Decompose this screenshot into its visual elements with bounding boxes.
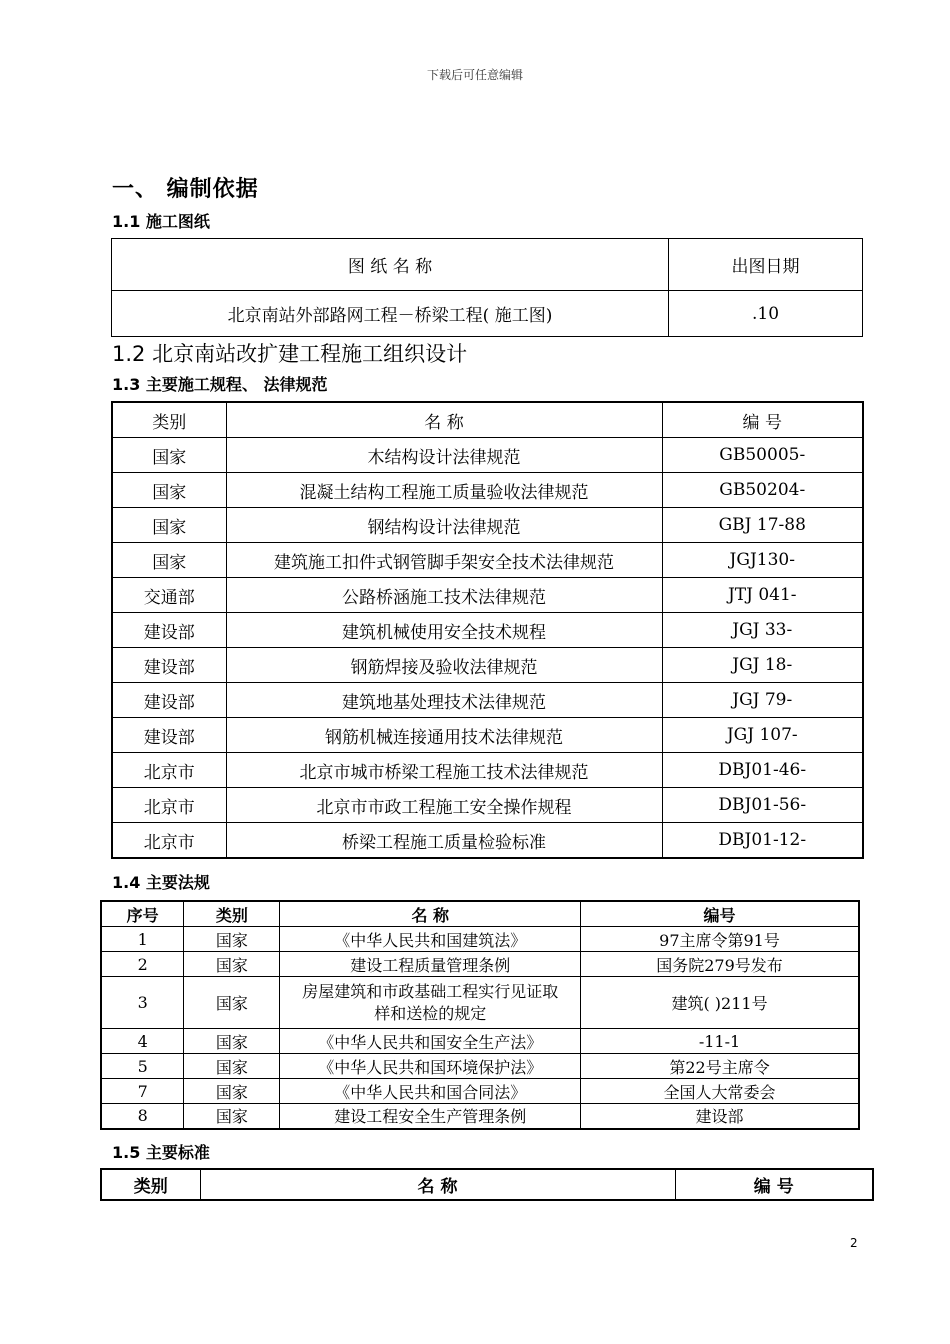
table-row: [112, 683, 863, 718]
header-cell: 类别: [101, 1169, 200, 1200]
table-cell: 建设部: [581, 1104, 859, 1129]
page-number: 2: [850, 1236, 858, 1250]
table-header-row: [112, 402, 863, 438]
table-cell: 国家: [184, 977, 280, 1029]
table-row: [101, 1104, 859, 1129]
table-cell: JGJ 107-: [662, 718, 863, 753]
table-cell: 8: [101, 1104, 184, 1129]
table-cell: GB50005-: [662, 438, 863, 473]
table-cell: 全国人大常委会: [581, 1079, 859, 1104]
subsection-1-5: 1.5 主要标准: [112, 1143, 210, 1162]
regulations-table: [111, 401, 864, 859]
header-cell: 类别: [112, 402, 226, 438]
table-row: [112, 438, 863, 473]
table-cell: JGJ130-: [662, 543, 863, 578]
table-cell: DBJ01-46-: [662, 753, 863, 788]
header-cell: 序号: [101, 901, 184, 927]
laws-table: [100, 900, 860, 1130]
header-cell: 图 纸 名 称: [112, 239, 669, 291]
table-header-row: [101, 901, 859, 927]
header-cell: 名 称: [226, 402, 662, 438]
table-cell: 桥梁工程施工质量检验标准: [226, 823, 662, 859]
table-cell: 建设部: [112, 683, 226, 718]
table-cell: GBJ 17-88: [662, 508, 863, 543]
table-cell: GB50204-: [662, 473, 863, 508]
table-cell: JGJ 18-: [662, 648, 863, 683]
table-row: [101, 1079, 859, 1104]
table-cell: 北京南站外部路网工程－桥梁工程( 施工图): [112, 291, 669, 337]
table-cell: 第22号主席令: [581, 1054, 859, 1079]
table-cell: 建筑( )211号: [581, 977, 859, 1029]
table-row: [101, 927, 859, 952]
table-row: [112, 613, 863, 648]
drawings-table: [111, 238, 863, 337]
table-row: [112, 578, 863, 613]
header-cell: 编 号: [662, 402, 863, 438]
table-cell: 建筑施工扣件式钢管脚手架安全技术法律规范: [226, 543, 662, 578]
table-cell: 国家: [112, 473, 226, 508]
section-title: 一、 编制依据: [112, 177, 259, 202]
table-cell: DBJ01-12-: [662, 823, 863, 859]
header-cell: 出图日期: [669, 239, 863, 291]
table-cell: 国家: [184, 1079, 280, 1104]
table-cell: 建设部: [112, 613, 226, 648]
table-cell: 建设工程安全生产管理条例: [280, 1104, 581, 1129]
subsection-1-3: 1.3 主要施工规程、 法律规范: [112, 375, 328, 394]
header-cell: 名 称: [280, 901, 581, 927]
table-cell: 1: [101, 927, 184, 952]
standards-table: [100, 1168, 874, 1201]
table-cell: 国家: [184, 1054, 280, 1079]
table-cell: 钢筋机械连接通用技术法律规范: [226, 718, 662, 753]
header-cell: 类别: [184, 901, 280, 927]
table-row: [112, 753, 863, 788]
table-cell: 北京市: [112, 788, 226, 823]
table-cell: 北京市: [112, 823, 226, 859]
table-cell: 7: [101, 1079, 184, 1104]
table-cell: JGJ 79-: [662, 683, 863, 718]
table-cell: 国家: [184, 952, 280, 977]
subsection-1-4: 1.4 主要法规: [112, 873, 210, 892]
table-cell: 北京市市政工程施工安全操作规程: [226, 788, 662, 823]
table-cell: 建筑地基处理技术法律规范: [226, 683, 662, 718]
page-header: 下载后可任意编辑: [426, 68, 523, 82]
table-cell: .10: [669, 291, 863, 337]
table-cell: 钢筋焊接及验收法律规范: [226, 648, 662, 683]
table-cell: 混凝土结构工程施工质量验收法律规范: [226, 473, 662, 508]
table-cell: 房屋建筑和市政基础工程实行见证取样和送检的规定: [280, 977, 581, 1029]
subsection-1-1: 1.1 施工图纸: [112, 212, 210, 231]
header-cell: 名 称: [200, 1169, 675, 1200]
table-cell: 北京市城市桥梁工程施工技术法律规范: [226, 753, 662, 788]
table-cell: 3: [101, 977, 184, 1029]
table-cell: 建设工程质量管理条例: [280, 952, 581, 977]
table-row: [112, 291, 863, 337]
table-cell: 国家: [184, 1029, 280, 1054]
table-cell: 4: [101, 1029, 184, 1054]
table-cell: -11-1: [581, 1029, 859, 1054]
subsection-1-2: 1.2 北京南站改扩建工程施工组织设计: [112, 342, 468, 366]
table-row: [101, 1029, 859, 1054]
table-cell: 公路桥涵施工技术法律规范: [226, 578, 662, 613]
table-cell: 建筑机械使用安全技术规程: [226, 613, 662, 648]
table-cell: 建设部: [112, 718, 226, 753]
table-cell: JTJ 041-: [662, 578, 863, 613]
table-cell: 国务院279号发布: [581, 952, 859, 977]
table-row: [112, 508, 863, 543]
table-cell: 97主席令第91号: [581, 927, 859, 952]
header-cell: 编 号: [675, 1169, 873, 1200]
table-cell: 国家: [184, 927, 280, 952]
header-cell: 编号: [581, 901, 859, 927]
table-cell: 交通部: [112, 578, 226, 613]
table-cell: 钢结构设计法律规范: [226, 508, 662, 543]
table-row: [101, 1054, 859, 1079]
table-row: [112, 788, 863, 823]
table-row: [101, 977, 859, 1029]
table-row: [112, 823, 863, 859]
table-cell: 《中华人民共和国环境保护法》: [280, 1054, 581, 1079]
table-cell: 木结构设计法律规范: [226, 438, 662, 473]
table-cell: 2: [101, 952, 184, 977]
table-header-row: [101, 1169, 873, 1200]
table-row: [112, 648, 863, 683]
table-cell: 《中华人民共和国建筑法》: [280, 927, 581, 952]
table-row: [112, 543, 863, 578]
table-cell: 北京市: [112, 753, 226, 788]
table-cell: 国家: [112, 438, 226, 473]
table-cell: 《中华人民共和国合同法》: [280, 1079, 581, 1104]
table-row: [112, 473, 863, 508]
table-cell: 国家: [112, 543, 226, 578]
table-cell: 国家: [184, 1104, 280, 1129]
table-cell: DBJ01-56-: [662, 788, 863, 823]
table-row: [112, 718, 863, 753]
table-row: [101, 952, 859, 977]
table-cell: 国家: [112, 508, 226, 543]
table-cell: 《中华人民共和国安全生产法》: [280, 1029, 581, 1054]
table-cell: 建设部: [112, 648, 226, 683]
table-header-row: [112, 239, 863, 291]
table-cell: 5: [101, 1054, 184, 1079]
table-cell: JGJ 33-: [662, 613, 863, 648]
